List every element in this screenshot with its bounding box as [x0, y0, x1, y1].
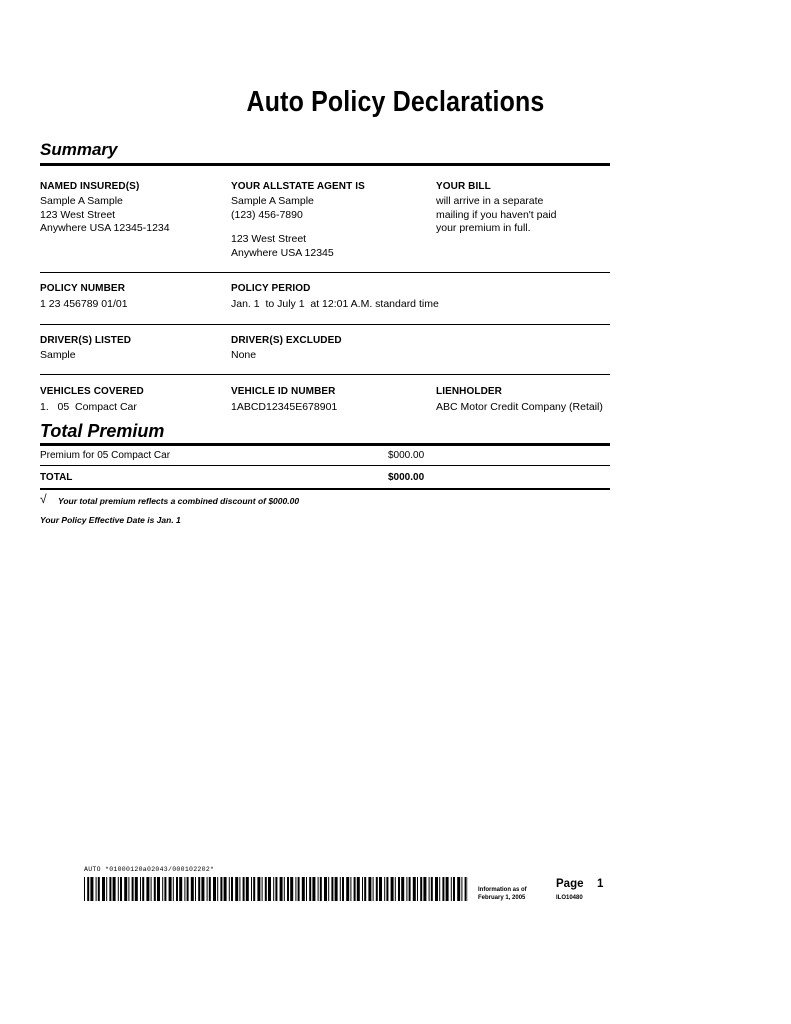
barcode-bar — [368, 877, 371, 901]
divider — [40, 374, 610, 375]
barcode-bar — [446, 877, 449, 901]
barcode-bar — [191, 877, 194, 901]
barcode-bar — [273, 877, 274, 901]
barcode-bar — [364, 877, 366, 901]
drivers-listed-value: Sample — [40, 349, 76, 361]
page-title: Auto Policy Declarations — [246, 86, 545, 118]
barcode-bar — [179, 877, 182, 901]
barcode-bar — [302, 877, 305, 901]
barcode-bar — [239, 877, 240, 901]
barcode-bar — [409, 877, 411, 901]
barcode-bar — [176, 877, 178, 901]
barcode-bar — [306, 877, 307, 901]
barcode-bar — [209, 877, 211, 901]
barcode-bar — [401, 877, 404, 901]
barcode-bar — [287, 877, 289, 901]
barcode-bar — [195, 877, 196, 901]
bill-value — [436, 195, 557, 236]
barcode-bar — [169, 877, 172, 901]
barcode-bar — [435, 877, 438, 901]
effective-date-note: Your Policy Effective Date is Jan. 1 — [40, 515, 181, 525]
barcode-bar — [312, 877, 315, 901]
barcode-bar — [220, 877, 222, 901]
barcode-bar — [461, 877, 462, 901]
barcode-bar — [253, 877, 255, 901]
barcode-bar — [429, 877, 430, 901]
barcode-bar — [124, 877, 127, 901]
barcode-bar — [109, 877, 111, 901]
barcode-bar — [457, 877, 460, 901]
barcode-bar — [142, 877, 144, 901]
vehicle-id-label: VEHICLE ID NUMBER — [231, 386, 336, 397]
barcode — [84, 877, 468, 901]
barcode-bar — [395, 877, 396, 901]
barcode-bar — [173, 877, 174, 901]
total-premium-heading: Total Premium — [40, 421, 165, 441]
barcode-bar — [98, 877, 100, 901]
total-row-label: TOTAL — [40, 472, 73, 483]
barcode-bar — [354, 877, 356, 901]
barcode-bar — [102, 877, 105, 901]
barcode-bar — [423, 877, 426, 901]
barcode-bar — [439, 877, 440, 901]
barcode-bar — [451, 877, 452, 901]
barcode-bar — [184, 877, 185, 901]
premium-row-amount: $000.00 — [388, 450, 425, 461]
divider — [40, 465, 610, 466]
barcode-bar — [151, 877, 152, 901]
info-as-of-line: Information as of — [478, 887, 527, 893]
summary-rule — [40, 163, 610, 166]
bill-line: your premium in full. — [436, 222, 531, 234]
barcode-bar — [262, 877, 263, 901]
barcode-bar — [231, 877, 233, 901]
barcode-bar — [362, 877, 363, 901]
barcode-bar — [140, 877, 141, 901]
lienholder-value: ABC Motor Credit Company (Retail) — [436, 401, 603, 413]
barcode-bar — [320, 877, 322, 901]
policy-period-label: POLICY PERIOD — [231, 283, 311, 294]
barcode-bar — [213, 877, 216, 901]
bill-line: will arrive in a separate — [436, 195, 544, 207]
barcode-bar — [406, 877, 407, 901]
barcode-bar — [335, 877, 338, 901]
barcode-bar — [420, 877, 422, 901]
barcode-bar — [373, 877, 374, 901]
barcode-text: AUTO *01000120a02043/000102202* — [84, 866, 215, 873]
divider — [40, 488, 610, 490]
check-mark-icon: √ — [40, 492, 47, 506]
barcode-bar — [324, 877, 327, 901]
vehicles-covered-value: 1. 05 Compact Car — [40, 401, 137, 413]
barcode-bar — [328, 877, 329, 901]
named-insured-line: Anywhere USA 12345-1234 — [40, 222, 170, 234]
named-insured-value — [40, 195, 170, 236]
barcode-bar — [284, 877, 285, 901]
vehicles-covered-label: VEHICLES COVERED — [40, 386, 144, 397]
barcode-bar — [318, 877, 319, 901]
barcode-bar — [280, 877, 283, 901]
form-code: ILO10480 — [556, 895, 583, 901]
agent-label: YOUR ALLSTATE AGENT IS — [231, 181, 365, 192]
barcode-bar — [268, 877, 271, 901]
barcode-bar — [340, 877, 341, 901]
barcode-bar — [386, 877, 388, 901]
barcode-bar — [413, 877, 416, 901]
agent-line: (123) 456-7890 — [231, 208, 303, 221]
barcode-bar — [224, 877, 227, 901]
barcode-bar — [164, 877, 166, 901]
agent-address-line: Anywhere USA 12345 — [231, 246, 334, 259]
barcode-bar — [398, 877, 400, 901]
info-as-of — [478, 886, 527, 902]
barcode-bar — [243, 877, 245, 901]
barcode-bar — [135, 877, 138, 901]
info-as-of-line: February 1, 2005 — [478, 895, 526, 901]
barcode-bar — [146, 877, 149, 901]
total-premium-rule — [40, 443, 610, 446]
barcode-bar — [90, 877, 93, 901]
barcode-bar — [128, 877, 129, 901]
drivers-excluded-label: DRIVER(S) EXCLUDED — [231, 335, 342, 346]
barcode-bar — [331, 877, 333, 901]
named-insured-label: NAMED INSURED(S) — [40, 181, 140, 192]
barcode-bar — [309, 877, 311, 901]
drivers-excluded-value: None — [231, 349, 257, 361]
barcode-bar — [384, 877, 385, 901]
lienholder-label: LIENHOLDER — [436, 386, 502, 397]
barcode-bar — [290, 877, 293, 901]
barcode-bar — [257, 877, 260, 901]
barcode-bar — [251, 877, 252, 901]
barcode-bar — [87, 877, 89, 901]
barcode-bar — [376, 877, 378, 901]
barcode-bar — [106, 877, 107, 901]
barcode-bar — [298, 877, 300, 901]
barcode-bar — [118, 877, 119, 901]
barcode-bar — [154, 877, 156, 901]
barcode-bar — [217, 877, 218, 901]
discount-note: Your total premium reflects a combined discount of $000.00 — [58, 496, 300, 506]
barcode-bar — [162, 877, 163, 901]
barcode-bar — [465, 877, 467, 901]
policy-number-label: POLICY NUMBER — [40, 283, 126, 294]
barcode-bar — [350, 877, 351, 901]
barcode-bar — [201, 877, 204, 901]
named-insured-line: Sample A Sample — [40, 195, 123, 207]
barcode-bar — [391, 877, 394, 901]
named-insured-line: 123 West Street — [40, 208, 116, 221]
barcode-bar — [207, 877, 208, 901]
barcode-bar — [246, 877, 249, 901]
bill-line: mailing if you haven't paid — [436, 208, 557, 221]
barcode-bar — [132, 877, 134, 901]
premium-row-label: Premium for 05 Compact Car — [40, 450, 171, 461]
barcode-bar — [265, 877, 267, 901]
barcode-bar — [84, 877, 85, 901]
total-row-amount: $000.00 — [388, 472, 425, 483]
barcode-bar — [379, 877, 382, 901]
barcode-bar — [157, 877, 160, 901]
barcode-bar — [431, 877, 433, 901]
page-number: 1 — [597, 878, 604, 890]
vehicle-id-value: 1ABCD12345E678901 — [231, 401, 338, 413]
barcode-bar — [235, 877, 238, 901]
barcode-bar — [357, 877, 360, 901]
page-label: Page — [556, 878, 584, 890]
barcode-bar — [275, 877, 277, 901]
barcode-bar — [96, 877, 97, 901]
agent-address — [231, 233, 334, 260]
divider — [40, 324, 610, 325]
barcode-bar — [120, 877, 122, 901]
agent-line: Sample A Sample — [231, 195, 314, 207]
bill-label: YOUR BILL — [436, 181, 491, 192]
barcode-bar — [295, 877, 296, 901]
policy-number-value: 1 23 456789 01/01 — [40, 298, 128, 310]
summary-heading: Summary — [40, 140, 118, 159]
barcode-bar — [442, 877, 444, 901]
barcode-bar — [229, 877, 230, 901]
policy-period-value: Jan. 1 to July 1 at 12:01 A.M. standard time — [231, 298, 439, 310]
agent-value — [231, 195, 314, 222]
barcode-bar — [417, 877, 418, 901]
barcode-bar — [346, 877, 349, 901]
barcode-bar — [113, 877, 116, 901]
barcode-bar — [187, 877, 189, 901]
drivers-listed-label: DRIVER(S) LISTED — [40, 335, 132, 346]
barcode-bar — [453, 877, 455, 901]
barcode-bar — [198, 877, 200, 901]
divider — [40, 272, 610, 273]
agent-address-line: 123 West Street — [231, 233, 307, 245]
barcode-bar — [342, 877, 344, 901]
